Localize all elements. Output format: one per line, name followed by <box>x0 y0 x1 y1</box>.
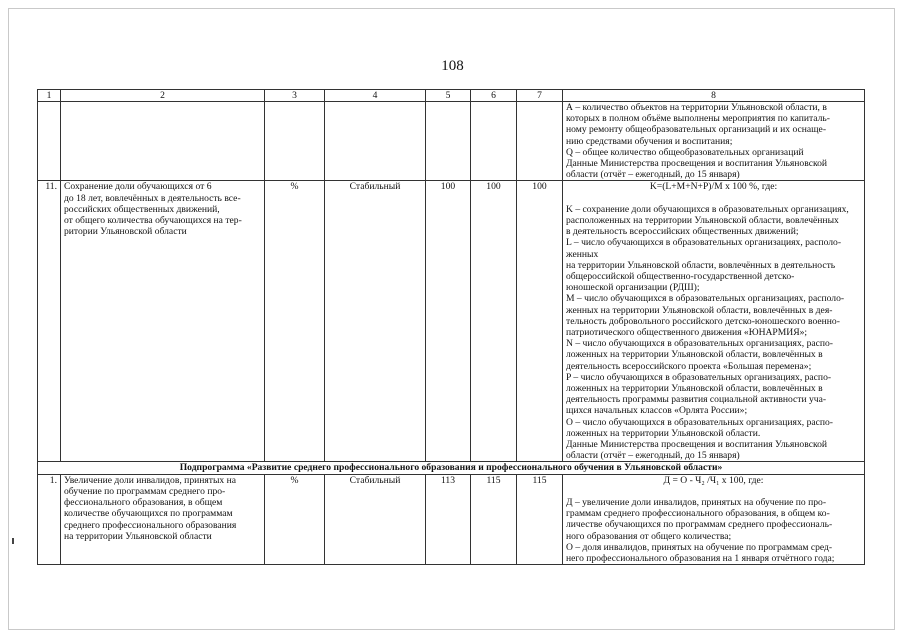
indicator-name-line: от общего количества обучающихся на тер- <box>64 215 242 227</box>
method-line: деятельность программы развития социальной активности уча- <box>566 394 827 406</box>
value-cell <box>471 102 517 181</box>
type-cell: Стабильный <box>325 181 426 462</box>
unit-cell: % <box>265 181 325 462</box>
value-cell <box>426 102 471 181</box>
method-cell <box>563 102 865 181</box>
value-cell: 115 <box>517 474 563 565</box>
method-line: щихся начальных классов «Орлята России»; <box>566 405 748 417</box>
column-number-row <box>38 90 865 102</box>
column-number: 8 <box>563 90 865 102</box>
method-line: Данные Министерства просвещения и воспитания Ульяновской <box>566 439 828 451</box>
indicator-name-line: ритории Ульяновской области <box>64 226 187 238</box>
indicator-name-cell <box>61 474 265 565</box>
method-line: общероссийской общественно-государственной детско- <box>566 271 795 283</box>
method-line: ложенных на территории Ульяновской области, вовлечённых в <box>566 349 823 361</box>
method-cell <box>563 474 865 565</box>
row-number-cell <box>38 102 61 181</box>
method-line: О – доля инвалидов, принятых на обучение по программам сред- <box>566 541 833 553</box>
method-line: женных на территории Ульяновской области, вовлечённых в дея- <box>566 304 833 316</box>
indicator-name-line: российских общественных движений, <box>64 203 220 215</box>
column-number: 2 <box>61 90 265 102</box>
value-cell <box>517 102 563 181</box>
indicators-table <box>37 89 865 565</box>
value-cell: 100 <box>517 181 563 462</box>
method-line: ного образования от общего количества; <box>566 530 732 542</box>
method-line: нию средствами обучения и воспитания; <box>566 135 733 147</box>
method-line: граммам среднего профессионального образования, в общем ко- <box>566 508 830 520</box>
method-line: личестве обучающихся по программам среднего профессиональ- <box>566 519 833 531</box>
indicator-name-line: среднего профессионального образования <box>64 519 237 531</box>
value-cell: 100 <box>426 181 471 462</box>
subprogram-title: Подпрограмма «Развитие среднего профессионального образования и профессионального обучения в Ульяновской области» <box>38 462 865 474</box>
subprogram-row <box>38 462 865 474</box>
indicator-name-cell <box>61 102 265 181</box>
method-line: него профессионального образования на 1 января отчётного года; <box>566 553 835 565</box>
method-line: О – число обучающихся в образовательных организациях, распо- <box>566 416 834 428</box>
column-number: 4 <box>325 90 426 102</box>
column-number: 1 <box>38 90 61 102</box>
method-line: K – сохранение доли обучающихся в образовательных организациях, <box>566 203 849 215</box>
column-number: 6 <box>471 90 517 102</box>
blank-line <box>566 486 861 497</box>
table-row-continued <box>38 102 865 181</box>
method-line: N – число обучающихся в образовательных организациях, распо- <box>566 338 834 350</box>
column-number: 7 <box>517 90 563 102</box>
method-line: Q – общее количество общеобразовательных организаций <box>566 146 804 158</box>
row-number-cell: 11. <box>38 181 61 462</box>
blank-line <box>566 193 861 204</box>
method-line: тельность добровольного российского детско-юношеского военно- <box>566 315 840 327</box>
value-cell: 115 <box>471 474 517 565</box>
method-line: области (отчёт – ежегодный, до 15 января) <box>566 450 740 462</box>
indicator-name-line: Увеличение доли инвалидов, принятых на <box>64 474 237 486</box>
indicator-name-line: на территории Ульяновской области <box>64 530 212 542</box>
indicator-name-line: обучение по программам среднего про- <box>64 485 226 497</box>
method-line: ложенных на территории Ульяновской области, вовлечённых в <box>566 383 823 395</box>
page-number: 108 <box>441 58 464 74</box>
method-line: женных <box>566 248 599 260</box>
method-line: М – число обучающихся в образовательных организациях, располо- <box>566 293 845 305</box>
method-line: расположенных на территории Ульяновской области, вовлечённых <box>566 215 839 227</box>
method-line: области (отчёт – ежегодный, до 15 января) <box>566 169 740 181</box>
table-row-1 <box>38 474 865 565</box>
value-cell: 113 <box>426 474 471 565</box>
method-line: патриотического общественного движения «ЮНАРМИЯ»; <box>566 327 808 339</box>
column-number: 3 <box>265 90 325 102</box>
column-number: 5 <box>426 90 471 102</box>
method-line: А – количество объектов на территории Ульяновской области, в <box>566 102 827 113</box>
method-line: Данные Министерства просвещения и воспитания Ульяновской <box>566 158 828 170</box>
indicator-name-line: количестве обучающихся по программам <box>64 508 233 520</box>
method-line: Д – увеличение доли инвалидов, принятых на обучение по про- <box>566 497 827 509</box>
formula: K=(L+M+N+P)/M х 100 %, где: <box>649 181 778 193</box>
value-cell: 100 <box>471 181 517 462</box>
indicator-name-cell <box>61 181 265 462</box>
table-row-11 <box>38 181 865 462</box>
unit-cell: % <box>265 474 325 565</box>
margin-mark <box>12 538 14 544</box>
indicator-name-line: Сохранение доли обучающихся от 6 <box>64 181 212 193</box>
method-line: P – число обучающихся в образовательных организациях, распо- <box>566 371 832 383</box>
method-line: на территории Ульяновской области, вовлечённых в деятельность <box>566 259 836 271</box>
formula: Д = О - Ч₂ /Ч₁ х 100, где: <box>663 474 764 486</box>
method-line: деятельность всероссийского проекта «Большая перемена»; <box>566 360 812 372</box>
type-cell: Стабильный <box>325 474 426 565</box>
indicator-name-line: до 18 лет, вовлечённых в деятельность все- <box>64 192 241 204</box>
unit-cell <box>265 102 325 181</box>
row-number-cell: 1. <box>38 474 61 565</box>
method-line: которых в полном объёме выполнены мероприятия по капиталь- <box>566 113 831 125</box>
method-cell <box>563 181 865 462</box>
method-line: ложенных на территории Ульяновской области. <box>566 427 761 439</box>
method-line: ному ремонту общеобразовательных организаций и их оснаще- <box>566 124 827 136</box>
method-line: юношеской организации (РДШ); <box>566 282 700 294</box>
indicator-name-line: фессионального образования, в общем <box>64 497 223 509</box>
method-line: L – число обучающихся в образовательных организациях, располо- <box>566 237 842 249</box>
method-line: в деятельность всероссийских общественных движений; <box>566 226 799 238</box>
type-cell <box>325 102 426 181</box>
